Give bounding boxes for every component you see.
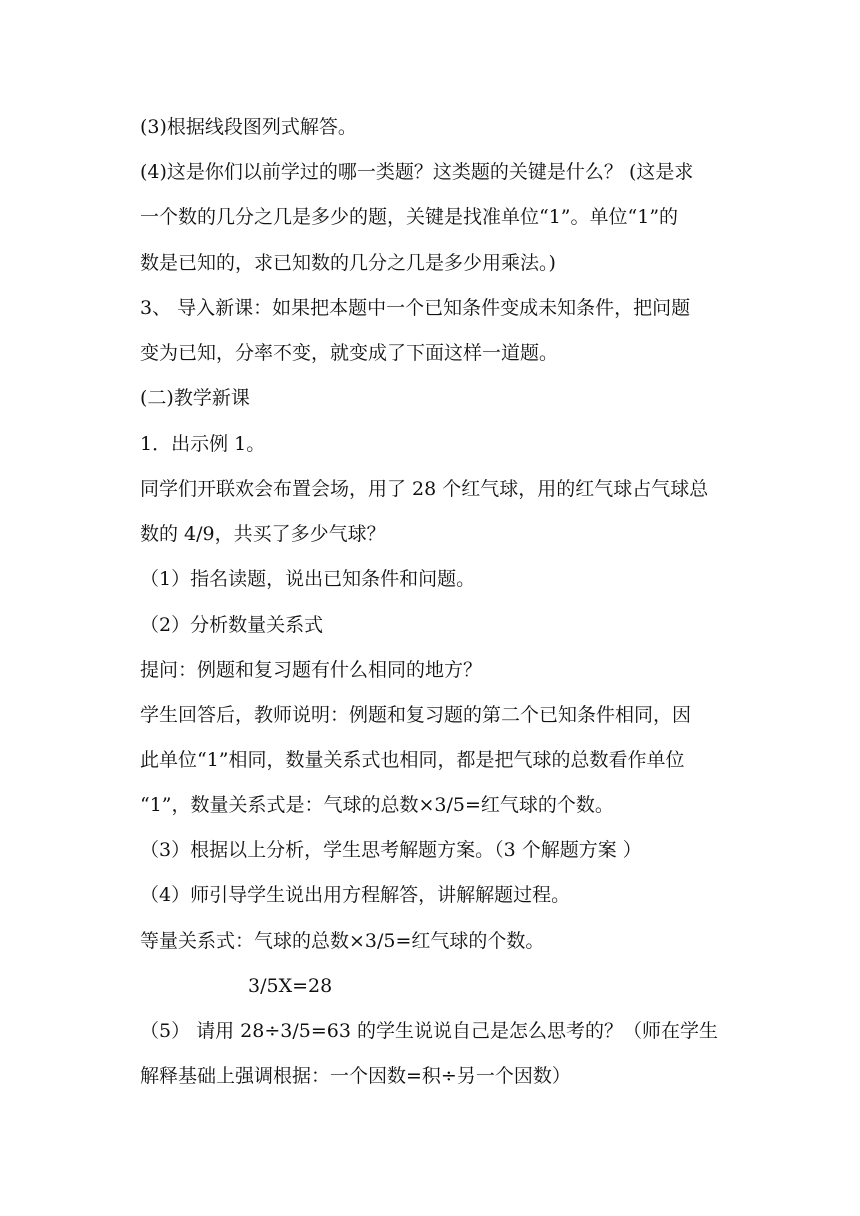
text-line-17: （3）根据以上分析，学生思考解题方案。（3 个解题方案 ）: [140, 839, 642, 861]
text-line-2: (4)这是你们以前学过的哪一类题？这类题的关键是什么？ (这是求: [140, 161, 694, 183]
text-line-22: 解释基础上强调根据：一个因数=积÷另一个因数）: [140, 1065, 571, 1087]
text-line-9: 同学们开联欢会布置会场，用了 28 个红气球，用的红气球占气球总: [140, 478, 709, 500]
text-line-18: （4）师引导学生说出用方程解答，讲解解题过程。: [140, 884, 571, 906]
text-line-13: 提问：例题和复习题有什么相同的地方？: [140, 659, 483, 681]
text-line-21: （5） 请用 28÷3/5=63 的学生说说自己是怎么思考的？（师在学生: [140, 1020, 718, 1042]
text-line-6: 变为已知，分率不变，就变成了下面这样一道题。: [140, 342, 559, 364]
text-line-5: 3、 导入新课：如果把本题中一个已知条件变成未知条件，把问题: [140, 297, 691, 319]
text-line-11: （1）指名读题，说出已知条件和问题。: [140, 568, 476, 590]
text-line-12: （2）分析数量关系式: [140, 614, 324, 636]
equation-line: 3/5X=28: [248, 975, 333, 997]
text-line-4: 数是已知的，求已知数的几分之几是多少用乘法。): [140, 252, 556, 274]
text-line-14: 学生回答后，教师说明：例题和复习题的第二个已知条件相同，因: [140, 704, 692, 726]
text-line-10: 数的 4/9，共买了多少气球？: [140, 523, 386, 545]
text-line-3: 一个数的几分之几是多少的题，关键是找准单位“1”。单位“1”的: [140, 206, 679, 228]
text-line-15: 此单位“1”相同，数量关系式也相同，都是把气球的总数看作单位: [140, 749, 685, 771]
text-line-8: 1．出示例 1。: [140, 433, 266, 455]
text-line-19: 等量关系式：气球的总数×3/5=红气球的个数。: [140, 930, 545, 952]
text-line-16: “1”，数量关系式是：气球的总数×3/5=红气球的个数。: [140, 794, 614, 816]
text-line-1: (3)根据线段图列式解答。: [140, 116, 357, 138]
text-line-7: (二)教学新课: [140, 387, 250, 409]
